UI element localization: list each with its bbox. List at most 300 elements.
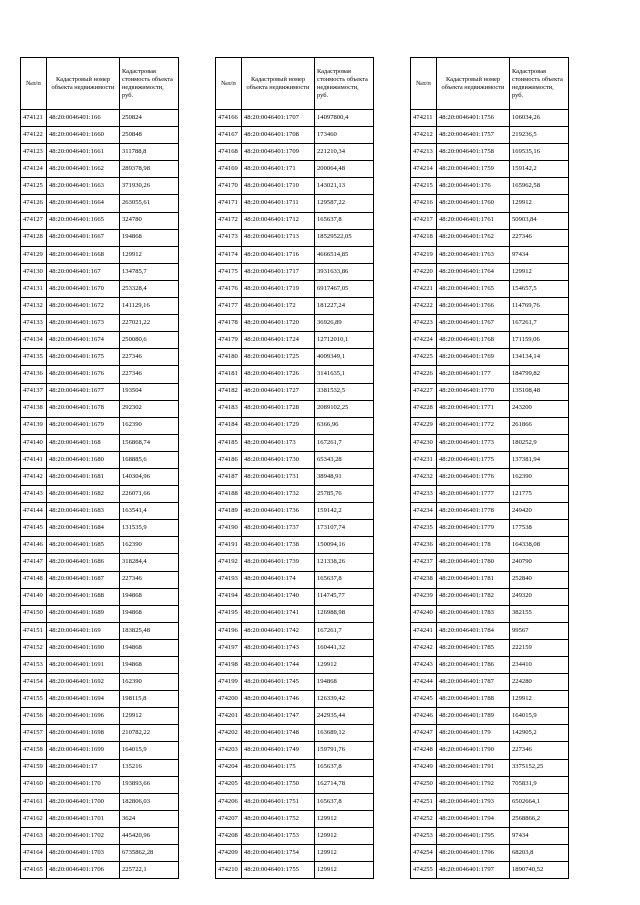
table-row <box>411 503 569 520</box>
cell-cadastral-number: 48:20:0046401:1672 <box>47 298 120 315</box>
cell-num: 474196 <box>216 622 242 639</box>
table-row <box>21 810 179 827</box>
cell-cadastral-number: 48:20:0046401:175 <box>242 759 315 776</box>
cell-cadastral-number: 48:20:0046401:1745 <box>242 674 315 691</box>
header-cadastral: Кадастровый номер объекта недвижимости <box>437 58 510 110</box>
cell-cost: 141129,16 <box>120 298 179 315</box>
cell-cost: 129912 <box>315 810 374 827</box>
cell-cost: 18529522,05 <box>315 229 374 246</box>
cell-cost: 165637,8 <box>315 793 374 810</box>
table-row <box>216 127 374 144</box>
cell-cadastral-number: 48:20:0046401:168 <box>47 434 120 451</box>
cell-num: 474202 <box>216 725 242 742</box>
table-row <box>411 366 569 383</box>
table-row <box>411 400 569 417</box>
table-row <box>411 110 569 127</box>
cell-cost: 250848 <box>120 127 179 144</box>
cell-cadastral-number: 48:20:0046401:1762 <box>437 229 510 246</box>
table-row <box>216 383 374 400</box>
cell-cost: 194868 <box>120 588 179 605</box>
cell-cadastral-number: 48:20:0046401:1778 <box>437 503 510 520</box>
cell-cadastral-number: 48:20:0046401:1667 <box>47 229 120 246</box>
cell-num: 474238 <box>411 571 437 588</box>
header-row <box>216 58 374 110</box>
cell-cost: 181227,24 <box>315 298 374 315</box>
table-row <box>21 622 179 639</box>
cell-num: 474219 <box>411 246 437 263</box>
cell-num: 474145 <box>21 520 47 537</box>
table-row <box>21 332 179 349</box>
cell-cost: 324780 <box>120 212 179 229</box>
table-row <box>216 110 374 127</box>
cell-cost: 162390 <box>120 537 179 554</box>
cell-cadastral-number: 48:20:0046401:1702 <box>47 827 120 844</box>
cell-cadastral-number: 48:20:0046401:166 <box>47 110 120 127</box>
cell-num: 474253 <box>411 827 437 844</box>
table-row <box>411 451 569 468</box>
cell-num: 474217 <box>411 212 437 229</box>
table-row <box>411 383 569 400</box>
cell-cost: 162390 <box>510 468 569 485</box>
cell-cadastral-number: 48:20:0046401:1796 <box>437 845 510 862</box>
table-row <box>216 178 374 195</box>
cell-cadastral-number: 48:20:0046401:1660 <box>47 127 120 144</box>
table-row <box>216 161 374 178</box>
cell-cost: 159142,2 <box>315 503 374 520</box>
cell-cost: 121338,26 <box>315 554 374 571</box>
cell-num: 474153 <box>21 657 47 674</box>
cell-num: 474152 <box>21 639 47 656</box>
cell-cadastral-number: 48:20:0046401:1727 <box>242 383 315 400</box>
cell-cost: 3375152,25 <box>510 759 569 776</box>
cell-cadastral-number: 48:20:0046401:177 <box>437 366 510 383</box>
cell-cost: 163689,12 <box>315 725 374 742</box>
cell-cadastral-number: 48:20:0046401:1779 <box>437 520 510 537</box>
table-row <box>411 144 569 161</box>
cell-cadastral-number: 48:20:0046401:1795 <box>437 827 510 844</box>
cell-num: 474134 <box>21 332 47 349</box>
cell-cadastral-number: 48:20:0046401:1754 <box>242 845 315 862</box>
cell-num: 474198 <box>216 657 242 674</box>
cell-num: 474188 <box>216 486 242 503</box>
cell-cadastral-number: 48:20:0046401:170 <box>47 776 120 793</box>
cell-num: 474147 <box>21 554 47 571</box>
cell-num: 474221 <box>411 280 437 297</box>
table-row <box>21 639 179 656</box>
cadastral-table-3 <box>410 57 569 879</box>
cell-cost: 382155 <box>510 605 569 622</box>
cell-num: 474137 <box>21 383 47 400</box>
cell-cost: 193893,66 <box>120 776 179 793</box>
cell-cadastral-number: 48:20:0046401:167 <box>47 263 120 280</box>
cell-cadastral-number: 48:20:0046401:1750 <box>242 776 315 793</box>
cell-cost: 134785,7 <box>120 263 179 280</box>
cell-num: 474127 <box>21 212 47 229</box>
cell-num: 474128 <box>21 229 47 246</box>
table-row <box>21 400 179 417</box>
cell-cadastral-number: 48:20:0046401:1770 <box>437 383 510 400</box>
cell-cadastral-number: 48:20:0046401:1788 <box>437 691 510 708</box>
cell-cadastral-number: 48:20:0046401:1694 <box>47 691 120 708</box>
cell-cadastral-number: 48:20:0046401:1720 <box>242 315 315 332</box>
cell-cost: 156868,74 <box>120 434 179 451</box>
cell-num: 474248 <box>411 742 437 759</box>
cell-cadastral-number: 48:20:0046401:174 <box>242 571 315 588</box>
table-row <box>216 759 374 776</box>
cell-cadastral-number: 48:20:0046401:1665 <box>47 212 120 229</box>
cell-cost: 162714,78 <box>315 776 374 793</box>
table-row <box>21 366 179 383</box>
cell-cadastral-number: 48:20:0046401:1691 <box>47 657 120 674</box>
cell-cadastral-number: 48:20:0046401:1701 <box>47 810 120 827</box>
cell-num: 474181 <box>216 366 242 383</box>
cell-cost: 50903,84 <box>510 212 569 229</box>
cell-cadastral-number: 48:20:0046401:1785 <box>437 639 510 656</box>
cell-cadastral-number: 48:20:0046401:17 <box>47 759 120 776</box>
table-row <box>411 810 569 827</box>
cell-num: 474208 <box>216 827 242 844</box>
cell-cadastral-number: 48:20:0046401:1717 <box>242 263 315 280</box>
cell-cadastral-number: 48:20:0046401:1743 <box>242 639 315 656</box>
table-row <box>411 554 569 571</box>
table-row <box>216 246 374 263</box>
cell-cost: 167261,7 <box>315 622 374 639</box>
cell-cost: 6735862,28 <box>120 845 179 862</box>
cell-num: 474223 <box>411 315 437 332</box>
cell-cadastral-number: 48:20:0046401:1792 <box>437 776 510 793</box>
table-row <box>21 451 179 468</box>
cell-cost: 6502664,1 <box>510 793 569 810</box>
cell-num: 474173 <box>216 229 242 246</box>
cell-cost: 129912 <box>315 845 374 862</box>
cell-cost: 194868 <box>315 674 374 691</box>
cell-num: 474225 <box>411 349 437 366</box>
cell-num: 474252 <box>411 810 437 827</box>
table-row <box>411 622 569 639</box>
cell-cadastral-number: 48:20:0046401:1782 <box>437 588 510 605</box>
cell-num: 474166 <box>216 110 242 127</box>
cell-num: 474235 <box>411 520 437 537</box>
table-row <box>21 520 179 537</box>
cell-num: 474176 <box>216 280 242 297</box>
cell-cadastral-number: 48:20:0046401:1700 <box>47 793 120 810</box>
cell-cadastral-number: 48:20:0046401:1739 <box>242 554 315 571</box>
cell-cadastral-number: 48:20:0046401:1747 <box>242 708 315 725</box>
cell-num: 474179 <box>216 332 242 349</box>
cell-cadastral-number: 48:20:0046401:1776 <box>437 468 510 485</box>
table-row <box>411 742 569 759</box>
table-row <box>21 417 179 434</box>
table-row <box>21 229 179 246</box>
table-row <box>21 691 179 708</box>
cell-num: 474178 <box>216 315 242 332</box>
cell-cost: 36926,89 <box>315 315 374 332</box>
table-row <box>411 486 569 503</box>
cell-num: 474240 <box>411 605 437 622</box>
cell-cadastral-number: 48:20:0046401:1794 <box>437 810 510 827</box>
cell-num: 474212 <box>411 127 437 144</box>
header-cost: Кадастровая стоимость объекта недвижимости, руб. <box>120 58 179 110</box>
cell-cadastral-number: 48:20:0046401:1692 <box>47 674 120 691</box>
table-row <box>216 400 374 417</box>
cell-num: 474255 <box>411 862 437 879</box>
table-row <box>216 263 374 280</box>
table-row <box>216 605 374 622</box>
table-row <box>21 161 179 178</box>
cell-cadastral-number: 48:20:0046401:1737 <box>242 520 315 537</box>
cell-num: 474200 <box>216 691 242 708</box>
cell-num: 474232 <box>411 468 437 485</box>
cell-cost: 253328,4 <box>120 280 179 297</box>
cell-num: 474125 <box>21 178 47 195</box>
cell-cost: 134134,14 <box>510 349 569 366</box>
cell-num: 474130 <box>21 263 47 280</box>
cell-cadastral-number: 48:20:0046401:1726 <box>242 366 315 383</box>
cell-cost: 318284,4 <box>120 554 179 571</box>
cell-cadastral-number: 48:20:0046401:1678 <box>47 400 120 417</box>
table-row <box>21 127 179 144</box>
cell-cadastral-number: 48:20:0046401:1713 <box>242 229 315 246</box>
cell-cadastral-number: 48:20:0046401:1684 <box>47 520 120 537</box>
table-row <box>411 229 569 246</box>
cell-num: 474224 <box>411 332 437 349</box>
cell-cadastral-number: 48:20:0046401:1709 <box>242 144 315 161</box>
cell-cost: 97434 <box>510 827 569 844</box>
header-row <box>21 58 179 110</box>
cell-cadastral-number: 48:20:0046401:1719 <box>242 280 315 297</box>
cell-cost: 65343,28 <box>315 451 374 468</box>
cell-num: 474187 <box>216 468 242 485</box>
cell-num: 474243 <box>411 657 437 674</box>
cell-num: 474190 <box>216 520 242 537</box>
cell-cost: 180252,9 <box>510 434 569 451</box>
cell-cadastral-number: 48:20:0046401:171 <box>242 161 315 178</box>
table-row <box>216 280 374 297</box>
table-row <box>21 537 179 554</box>
cell-num: 474162 <box>21 810 47 827</box>
table-row <box>21 503 179 520</box>
cell-cost: 227346 <box>510 742 569 759</box>
cell-cadastral-number: 48:20:0046401:1741 <box>242 605 315 622</box>
cell-cost: 154657,5 <box>510 280 569 297</box>
table-row <box>411 588 569 605</box>
cell-cadastral-number: 48:20:0046401:1711 <box>242 195 315 212</box>
cell-cadastral-number: 48:20:0046401:1724 <box>242 332 315 349</box>
cell-num: 474251 <box>411 793 437 810</box>
cell-num: 474135 <box>21 349 47 366</box>
cell-cost: 226071,66 <box>120 486 179 503</box>
cell-cadastral-number: 48:20:0046401:1676 <box>47 366 120 383</box>
cell-num: 474150 <box>21 605 47 622</box>
table-row <box>21 588 179 605</box>
cell-cost: 252840 <box>510 571 569 588</box>
cell-num: 474201 <box>216 708 242 725</box>
cell-num: 474163 <box>21 827 47 844</box>
cell-num: 474247 <box>411 725 437 742</box>
table-row <box>216 845 374 862</box>
table-row <box>216 195 374 212</box>
cell-cadastral-number: 48:20:0046401:172 <box>242 298 315 315</box>
cell-cadastral-number: 48:20:0046401:1708 <box>242 127 315 144</box>
header-cadastral: Кадастровый номер объекта недвижимости <box>47 58 120 110</box>
table-row <box>411 332 569 349</box>
cell-num: 474207 <box>216 810 242 827</box>
cell-cost: 121775 <box>510 486 569 503</box>
cell-cost: 292302 <box>120 400 179 417</box>
cell-cadastral-number: 48:20:0046401:1753 <box>242 827 315 844</box>
header-row <box>411 58 569 110</box>
cell-cadastral-number: 48:20:0046401:1679 <box>47 417 120 434</box>
cell-cadastral-number: 48:20:0046401:1758 <box>437 144 510 161</box>
cell-num: 474242 <box>411 639 437 656</box>
cell-cost: 227346 <box>120 571 179 588</box>
cell-cadastral-number: 48:20:0046401:1673 <box>47 315 120 332</box>
cell-num: 474175 <box>216 263 242 280</box>
cadastral-table-2 <box>215 57 374 879</box>
cell-cost: 14097800,4 <box>315 110 374 127</box>
header-num: №п/п <box>21 58 47 110</box>
cell-num: 474246 <box>411 708 437 725</box>
cell-cost: 311788,8 <box>120 144 179 161</box>
cell-cost: 131535,9 <box>120 520 179 537</box>
cell-cost: 164015,9 <box>120 742 179 759</box>
cell-num: 474172 <box>216 212 242 229</box>
table-row <box>216 725 374 742</box>
cell-num: 474199 <box>216 674 242 691</box>
cell-cadastral-number: 48:20:0046401:1793 <box>437 793 510 810</box>
cell-cost: 198115,8 <box>120 691 179 708</box>
cell-cadastral-number: 48:20:0046401:1767 <box>437 315 510 332</box>
cell-cost: 135216 <box>120 759 179 776</box>
table-row <box>21 708 179 725</box>
table-row <box>21 776 179 793</box>
cell-cadastral-number: 48:20:0046401:1682 <box>47 486 120 503</box>
cell-num: 474197 <box>216 639 242 656</box>
table-row <box>216 212 374 229</box>
cell-num: 474195 <box>216 605 242 622</box>
cell-cadastral-number: 48:20:0046401:1772 <box>437 417 510 434</box>
table-row <box>21 280 179 297</box>
cell-cost: 289378,98 <box>120 161 179 178</box>
cell-num: 474229 <box>411 417 437 434</box>
table-row <box>21 263 179 280</box>
cell-cadastral-number: 48:20:0046401:1677 <box>47 383 120 400</box>
table-row <box>21 742 179 759</box>
table-row <box>411 571 569 588</box>
cell-cost: 12712010,1 <box>315 332 374 349</box>
cell-num: 474133 <box>21 315 47 332</box>
table-row <box>216 810 374 827</box>
table-row <box>411 178 569 195</box>
cell-cadastral-number: 48:20:0046401:1765 <box>437 280 510 297</box>
cell-num: 474239 <box>411 588 437 605</box>
cell-num: 474177 <box>216 298 242 315</box>
cell-cadastral-number: 48:20:0046401:1670 <box>47 280 120 297</box>
table-row <box>216 451 374 468</box>
cell-num: 474126 <box>21 195 47 212</box>
cell-num: 474183 <box>216 400 242 417</box>
cell-cadastral-number: 48:20:0046401:1756 <box>437 110 510 127</box>
cell-num: 474165 <box>21 862 47 879</box>
cell-num: 474244 <box>411 674 437 691</box>
cell-num: 474180 <box>216 349 242 366</box>
cell-cost: 126988,98 <box>315 605 374 622</box>
cell-num: 474149 <box>21 588 47 605</box>
cell-cost: 173107,74 <box>315 520 374 537</box>
table-row <box>216 366 374 383</box>
cell-cadastral-number: 48:20:0046401:1706 <box>47 862 120 879</box>
cell-cost: 250824 <box>120 110 179 127</box>
cell-num: 474226 <box>411 366 437 383</box>
cell-num: 474160 <box>21 776 47 793</box>
cell-cost: 129587,22 <box>315 195 374 212</box>
table-row <box>216 434 374 451</box>
cell-cadastral-number: 48:20:0046401:1769 <box>437 349 510 366</box>
cell-num: 474123 <box>21 144 47 161</box>
cell-cost: 200064,48 <box>315 161 374 178</box>
cell-cost: 194868 <box>120 639 179 656</box>
cell-cadastral-number: 48:20:0046401:1728 <box>242 400 315 417</box>
table-row <box>21 827 179 844</box>
cell-cadastral-number: 48:20:0046401:1790 <box>437 742 510 759</box>
cell-cadastral-number: 48:20:0046401:1686 <box>47 554 120 571</box>
cell-cadastral-number: 48:20:0046401:1744 <box>242 657 315 674</box>
cell-cadastral-number: 48:20:0046401:1699 <box>47 742 120 759</box>
table-row <box>411 161 569 178</box>
table-row <box>216 144 374 161</box>
table-row <box>411 537 569 554</box>
cell-cost: 114769,76 <box>510 298 569 315</box>
cell-cadastral-number: 48:20:0046401:1789 <box>437 708 510 725</box>
cell-cadastral-number: 48:20:0046401:1683 <box>47 503 120 520</box>
cell-num: 474192 <box>216 554 242 571</box>
cell-cost: 171159,06 <box>510 332 569 349</box>
header-cadastral: Кадастровый номер объекта недвижимости <box>242 58 315 110</box>
cell-cadastral-number: 48:20:0046401:1777 <box>437 486 510 503</box>
cell-cadastral-number: 48:20:0046401:1729 <box>242 417 315 434</box>
table-row <box>411 246 569 263</box>
table-row <box>21 195 179 212</box>
cell-cost: 160441,32 <box>315 639 374 656</box>
table-row <box>21 657 179 674</box>
cell-cost: 164015,9 <box>510 708 569 725</box>
table-row <box>216 503 374 520</box>
cell-cost: 129912 <box>315 657 374 674</box>
cell-num: 474237 <box>411 554 437 571</box>
cell-cadastral-number: 48:20:0046401:1773 <box>437 434 510 451</box>
cell-cost: 249320 <box>510 588 569 605</box>
cell-num: 474204 <box>216 759 242 776</box>
cell-cadastral-number: 48:20:0046401:1687 <box>47 571 120 588</box>
cell-cost: 2089102,25 <box>315 400 374 417</box>
table-row <box>21 178 179 195</box>
table-row <box>411 127 569 144</box>
table-row <box>216 537 374 554</box>
cell-cadastral-number: 48:20:0046401:1680 <box>47 451 120 468</box>
table-row <box>21 434 179 451</box>
table-row <box>21 554 179 571</box>
cell-cost: 249420 <box>510 503 569 520</box>
cell-num: 474216 <box>411 195 437 212</box>
cell-cost: 129912 <box>315 827 374 844</box>
table-row <box>411 827 569 844</box>
cell-num: 474136 <box>21 366 47 383</box>
cell-cost: 142905,2 <box>510 725 569 742</box>
cell-cadastral-number: 48:20:0046401:1710 <box>242 178 315 195</box>
cell-cadastral-number: 48:20:0046401:1797 <box>437 862 510 879</box>
cell-cost: 6366,96 <box>315 417 374 434</box>
table-row <box>216 691 374 708</box>
